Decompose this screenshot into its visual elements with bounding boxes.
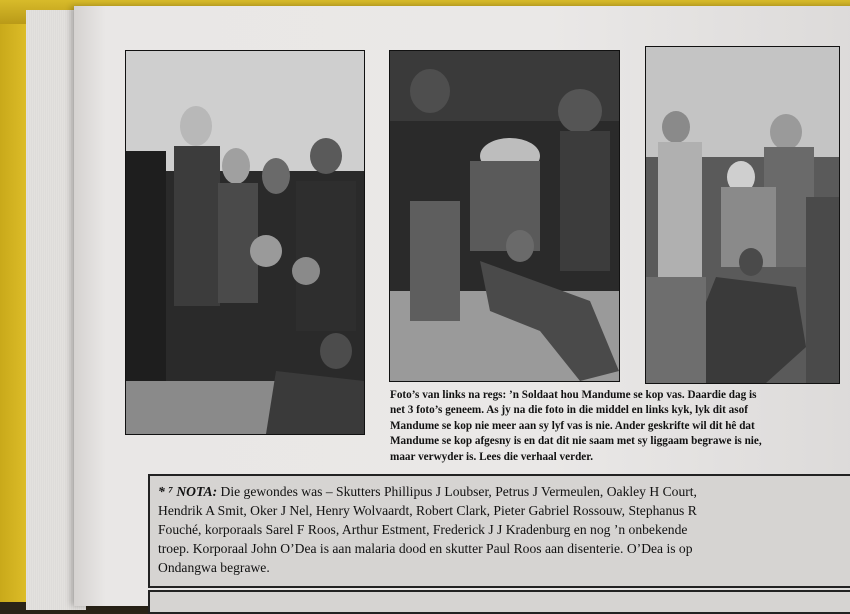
note-line-text: Die gewondes was – Skutters Phillipus J Loubser, Petrus J Vermeulen, Oakley H Court, — [217, 484, 697, 499]
caption-line: maar verwyder is. Lees die verhaal verder. — [390, 450, 593, 463]
note-line: Hendrik A Smit, Oker J Nel, Henry Wolvaardt, Robert Clark, Pieter Gabriel Rossouw, Stephanus R — [158, 503, 697, 518]
left-photo — [125, 50, 365, 435]
caption-line: net 3 foto’s geneem. As jy na die foto in die middel en links kyk, lyk dit asof — [390, 404, 748, 417]
next-box-edge — [148, 590, 850, 614]
note-line — [158, 482, 850, 501]
right-photo — [645, 46, 840, 384]
note-line: troep. Korporaal John O’Dea is aan malaria dood en skutter Paul Roos aan disenterie. O’Dea is op — [158, 541, 693, 556]
photo-caption — [390, 388, 848, 465]
middle-photo — [389, 50, 620, 382]
note-text — [158, 482, 850, 577]
note-line: Fouché, korporaals Sarel F Roos, Arthur Estment, Frederick J J Kradenburg en nog ’n onbekende — [158, 522, 688, 537]
caption-line: Foto’s van links na regs: ’n Soldaat hou Mandume se kop vas. Daardie dag is — [390, 389, 757, 401]
note-label: * ⁷ NOTA: — [158, 484, 218, 499]
caption-line: Mandume se kop nie meer aan sy lyf vas is nie. Ander geskrifte wil dit hê dat — [390, 419, 755, 432]
note-line: Ondangwa begrawe. — [158, 560, 270, 575]
caption-line: Mandume se kop afgesny is en dat dit nie saam met sy liggaam begrawe is nie, — [390, 435, 762, 448]
